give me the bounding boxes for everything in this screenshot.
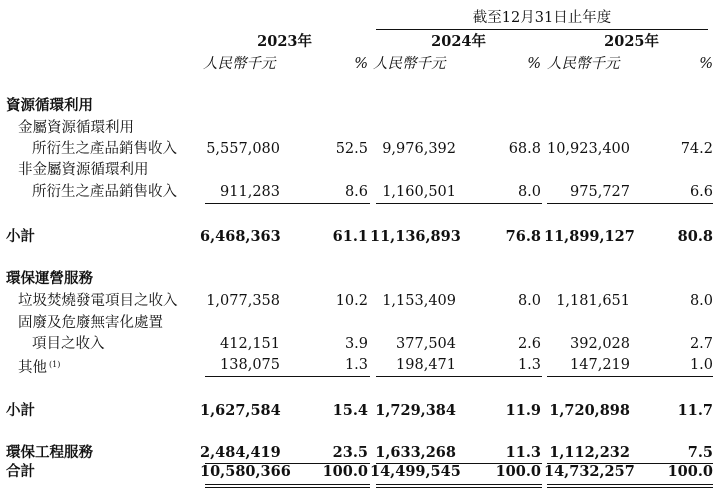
year-2025-header: 2025年 [604,33,659,50]
engineering-row-label: 環保工程服務 [6,444,93,461]
year-2023-header: 2023年 [257,33,312,50]
total-top-rule-2024 [376,463,542,464]
resource-subtotal-label: 小計 [6,228,35,245]
currency-2023: 人民幣千元 [203,56,276,72]
ops-subtotal-2024-pct: 11.9 [505,402,541,419]
resource-subtotal-2024-pct: 76.8 [505,228,541,245]
ops-rule-2023 [205,376,370,377]
currency-2025: 人民幣千元 [547,56,620,72]
engineering-2025-pct: 7.5 [687,444,713,461]
total-2023-pct: 100.0 [322,463,368,480]
solid-row-label: 項目之收入 [32,336,105,352]
metal-2025-amount: 10,923,400 [546,141,630,157]
engineering-2024-pct: 11.3 [505,444,541,461]
other-2024-pct: 1.3 [517,357,541,373]
engineering-2023-amount: 2,484,419 [200,444,281,461]
waste-2023-amount: 1,077,358 [206,293,280,309]
metal-2023-pct: 52.5 [335,141,368,157]
solid-2023-pct: 3.9 [344,336,368,352]
total-label: 合計 [6,463,35,480]
header-divider [376,29,708,30]
other-2023-amount: 138,075 [220,357,280,373]
nonmetal-2025-amount: 975,727 [570,184,630,200]
section-title-resource: 資源循環利用 [6,97,93,114]
resource-subtotal-2025-pct: 80.8 [677,228,713,245]
total-double-rule-2024 [376,484,542,488]
resource-subtotal-2023-pct: 61.1 [332,228,368,245]
nonmetal-2023-amount: 911,283 [220,184,280,200]
engineering-2023-pct: 23.5 [332,444,368,461]
nonmetal-row-label: 所衍生之產品銷售收入 [32,184,177,200]
other-row-label: 其他 $^{(1)}$ [18,360,61,376]
period-header: 截至12月31日止年度 [472,10,612,26]
metal-2023-amount: 5,557,080 [206,141,280,157]
engineering-2025-amount: 1,112,232 [549,444,630,461]
solid-waste-subtitle: 固廢及危廢無害化處置 [18,315,163,331]
waste-row-label: 垃圾焚燒發電項目之收入 [18,293,178,309]
subtotal-rule-2025 [547,203,713,204]
pct-2023: % [354,56,368,72]
total-2024-pct: 100.0 [495,463,541,480]
resource-subtotal-2023-amount: 6,468,363 [200,228,281,245]
waste-2024-amount: 1,153,409 [382,293,456,309]
metal-row-label: 所衍生之產品銷售收入 [32,141,177,157]
other-2024-amount: 198,471 [396,357,456,373]
nonmetal-subtitle: 非金屬資源循環利用 [18,162,149,178]
subtotal-rule-2023 [205,203,370,204]
waste-2024-pct: 8.0 [517,293,541,309]
solid-2024-amount: 377,504 [396,336,456,352]
ops-subtotal-2025-amount: 1,720,898 [549,402,630,419]
total-2024-amount: 14,499,545 [370,463,461,480]
other-2023-pct: 1.3 [344,357,368,373]
solid-2025-amount: 392,028 [570,336,630,352]
pct-2024: % [527,56,541,72]
ops-rule-2025 [547,376,713,377]
ops-subtotal-label: 小計 [6,402,35,419]
pct-2025: % [699,56,713,72]
waste-2025-amount: 1,181,651 [556,293,630,309]
ops-rule-2024 [376,376,542,377]
other-2025-amount: 147,219 [570,357,630,373]
total-double-rule-2023 [205,484,370,488]
solid-2024-pct: 2.6 [517,336,541,352]
nonmetal-2024-pct: 8.0 [517,184,541,200]
solid-2023-amount: 412,151 [220,336,280,352]
footnote-marker: (1) [49,360,61,369]
total-2025-pct: 100.0 [667,463,713,480]
section-title-ops: 環保運營服務 [6,270,93,287]
year-2024-header: 2024年 [431,33,486,50]
waste-2023-pct: 10.2 [335,293,368,309]
metal-2024-pct: 68.8 [508,141,541,157]
other-2025-pct: 1.0 [689,357,713,373]
waste-2025-pct: 8.0 [689,293,713,309]
total-top-rule-2023 [205,463,370,464]
resource-subtotal-2025-amount: 11,899,127 [544,228,635,245]
ops-subtotal-2024-amount: 1,729,384 [375,402,456,419]
total-2023-amount: 10,580,366 [200,463,291,480]
nonmetal-2023-pct: 8.6 [344,184,368,200]
metal-2024-amount: 9,976,392 [382,141,456,157]
resource-subtotal-2024-amount: 11,136,893 [370,228,461,245]
metal-subtitle: 金屬資源循環利用 [18,120,134,136]
total-2025-amount: 14,732,257 [544,463,635,480]
subtotal-rule-2024 [376,203,542,204]
total-double-rule-2025 [547,484,713,488]
currency-2024: 人民幣千元 [373,56,446,72]
nonmetal-2024-amount: 1,160,501 [382,184,456,200]
nonmetal-2025-pct: 6.6 [689,184,713,200]
solid-2025-pct: 2.7 [689,336,713,352]
ops-subtotal-2025-pct: 11.7 [677,402,713,419]
ops-subtotal-2023-pct: 15.4 [332,402,368,419]
total-top-rule-2025 [547,463,713,464]
ops-subtotal-2023-amount: 1,627,584 [200,402,281,419]
metal-2025-pct: 74.2 [680,141,713,157]
engineering-2024-amount: 1,633,268 [375,444,456,461]
